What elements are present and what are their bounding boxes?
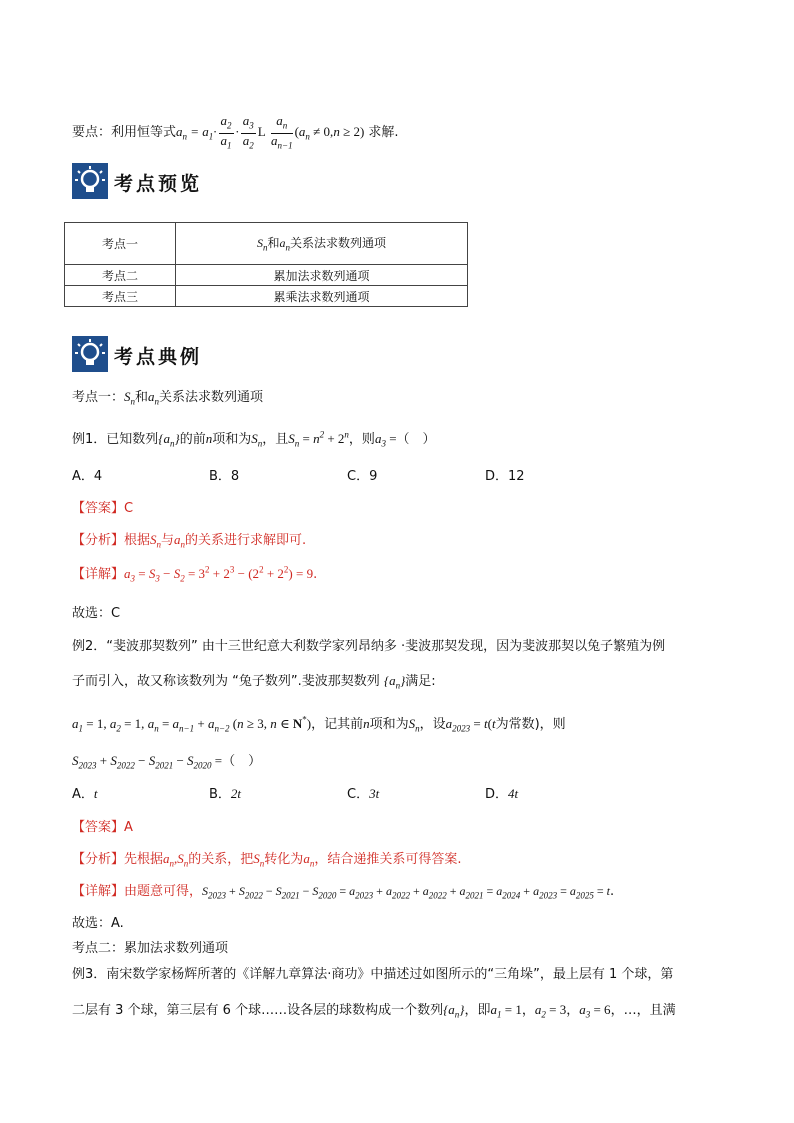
- preview-title: 考点预览: [114, 173, 203, 195]
- ex1-analysis: 【分析】根据$S_n$与$a_n$的关系进行求解即可.: [72, 532, 307, 550]
- ex2-conclusion: 故选：A.: [72, 916, 124, 931]
- ex2-option-a: A．t: [72, 786, 98, 802]
- ex2-line3: $a_1 = 1$, $a_2 = 1$, $a_n = a_{n-1} + a_{n-2}$ (n ≥ 3, n ∈ N*)，记其前n项和为$S_n$，设$a_{2023} = t(t$为常数)，则: [72, 714, 566, 734]
- ex1-detail: 【详解】$a_3 = S_3 - S_2 = 3^2 + 2^3 - (2^2 + 2^2) = 9$.: [72, 564, 318, 584]
- ex1-conclusion: 故选：C: [72, 606, 121, 621]
- intro-line: [72, 114, 399, 152]
- topic-desc: 累乘法求数列通项: [176, 286, 468, 307]
- ex1-option-c: C．9: [347, 469, 378, 484]
- ex2-line4: $S_{2023} + S_{2022} - S_{2021} - S_{2020}$ =（ ）: [72, 753, 262, 771]
- section1-heading: 考点一：$S_n$和$a_n$关系法求数列通项: [72, 389, 264, 407]
- intro-prefix: 要点：利用恒等式: [72, 125, 177, 141]
- ex2-detail: 【详解】由题意可得，$S_{2023} + S_{2022} - S_{2021} - S_{2020} = a_{2023} + a_{2022} + a_{2022} + a_{2021} = a_{2024} + a_{2023} = a_{2025} = t$.: [72, 884, 615, 901]
- topic-desc: $S_n$和$a_n$关系法求数列通项: [176, 223, 468, 265]
- topic-name: 考点三: [65, 286, 176, 307]
- ex3-line1: 例3．南宋数学家杨辉所著的《详解九章算法·商功》中描述过如图所示的“三角垛”，最上层有 1 个球，第: [72, 967, 674, 982]
- intro-suffix: 求解.: [368, 125, 399, 141]
- lightbulb-icon: [72, 163, 108, 199]
- topic-name: 考点二: [65, 265, 176, 286]
- ex2-line2: 子而引入，故又称该数列为 “兔子数列”.斐波那契数列 $\{a_n\}$满足:: [72, 673, 436, 691]
- topics-table: [64, 222, 468, 307]
- topic-desc: 累加法求数列通项: [176, 265, 468, 286]
- ex2-option-d: D．4t: [485, 786, 519, 802]
- examples-title: 考点典例: [114, 346, 203, 368]
- examples-banner: [72, 336, 212, 372]
- table-row: [65, 286, 468, 307]
- section2-heading: 考点二：累加法求数列通项: [72, 941, 229, 956]
- ex1-answer: 【答案】C: [72, 501, 134, 516]
- table-row: [65, 223, 468, 265]
- ex1-question: 例1．已知数列$\{a_n\}$的前n项和为$S_n$，且$S_n = n^2 + 2^n$，则$a_3$ =（ ）: [72, 429, 436, 449]
- ex2-option-b: B．2t: [209, 786, 242, 802]
- ex1-option-b: B．8: [209, 469, 240, 484]
- preview-banner: [72, 163, 212, 199]
- ex2-option-c: C．3t: [347, 786, 380, 802]
- ex1-option-d: D．12: [485, 469, 525, 484]
- identity-formula: $a_n = a_1\cdot$ $\frac{a_2}{a_1}$ · $\frac{a_3}{a_2}$ L $\frac{a_n}{a_{n-1}}$ $(a_n \ne 0,n \ge 2)$: [176, 113, 365, 151]
- ex2-answer: 【答案】A: [72, 820, 133, 835]
- ex2-analysis: 【分析】先根据$a_n,S_n$的关系，把$S_n$转化为$a_n$，结合递推关系可得答案.: [72, 851, 462, 869]
- table-row: [65, 265, 468, 286]
- ex2-line1: 例2．“斐波那契数列” 由十三世纪意大利数学家列昂纳多 ·斐波那契发现，因为斐波那契以兔子繁殖为例: [72, 639, 666, 654]
- ex1-option-a: A．4: [72, 469, 103, 484]
- topic-name: 考点一: [65, 223, 176, 265]
- lightbulb-icon: [72, 336, 108, 372]
- ex3-line2: 二层有 3 个球，第三层有 6 个球……设各层的球数构成一个数列$\{a_n\}$，即$a_1 = 1$，$a_2 = 3$，$a_3 = 6$，…，且满: [72, 1002, 676, 1020]
